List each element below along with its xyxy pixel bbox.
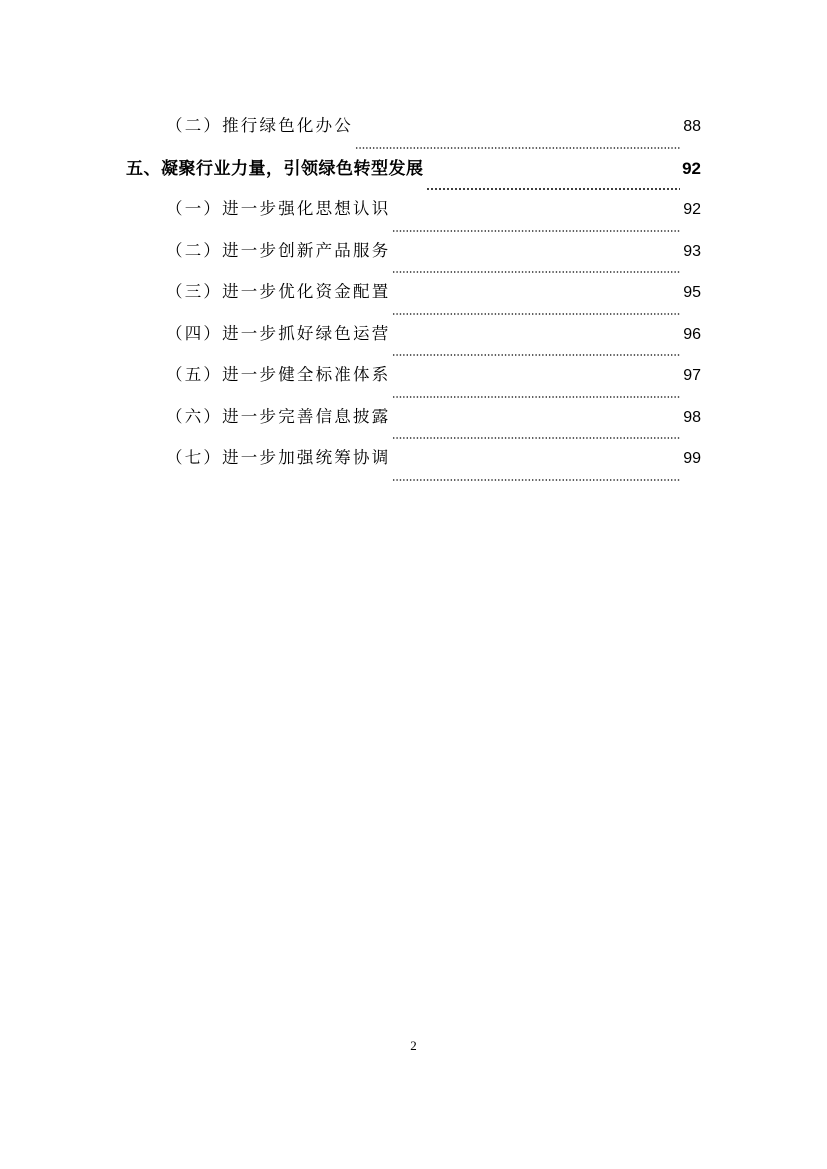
toc-section-heading[interactable] [0, 154, 827, 196]
toc-entry[interactable] [0, 112, 827, 154]
page-number: 2 [410, 1038, 417, 1053]
toc-dot-leader [392, 230, 681, 232]
toc-dot-leader [392, 271, 681, 273]
toc-entry[interactable] [0, 278, 827, 320]
toc-entry-title: （一）进一步强化思想认识 [166, 199, 391, 218]
toc-dot-leader [392, 437, 681, 439]
toc-entry-page: 93 [683, 242, 701, 260]
toc-entry-title: （二）推行绿色化办公 [166, 116, 353, 135]
toc-entry-page: 95 [683, 284, 701, 301]
toc-dot-leader [355, 147, 681, 149]
toc-entry-page: 98 [683, 408, 701, 426]
toc-entry-page: 99 [683, 450, 701, 467]
toc-entry-title: （二）进一步创新产品服务 [166, 240, 391, 260]
toc-entry[interactable] [0, 237, 827, 279]
toc-entry-title: 五、凝聚行业力量，引领绿色转型发展 [126, 158, 424, 179]
toc-entry-page: 97 [683, 367, 701, 384]
toc-entry[interactable] [0, 320, 827, 362]
toc-dot-leader [426, 188, 681, 190]
toc-entry-page: 92 [682, 158, 701, 178]
toc-dot-leader [392, 396, 681, 398]
toc-entry-title: （三）进一步优化资金配置 [166, 282, 391, 301]
toc-dot-leader [392, 479, 681, 481]
toc-entry[interactable] [0, 444, 827, 486]
toc-entry-title: （七）进一步加强统筹协调 [166, 448, 391, 467]
toc-dot-leader [392, 354, 681, 356]
toc-entry[interactable] [0, 361, 827, 403]
toc-entry-title: （六）进一步完善信息披露 [166, 406, 391, 426]
toc-entry-title: （四）进一步抓好绿色运营 [166, 323, 391, 343]
toc-entry-title: （五）进一步健全标准体系 [166, 365, 391, 384]
toc-entry-page: 96 [683, 325, 701, 343]
toc-entry-page: 88 [683, 118, 701, 135]
toc-entry-page: 92 [683, 201, 701, 218]
toc-dot-leader [392, 313, 681, 315]
toc-entry[interactable] [0, 195, 827, 237]
toc-entry[interactable] [0, 403, 827, 445]
table-of-contents [0, 112, 827, 486]
